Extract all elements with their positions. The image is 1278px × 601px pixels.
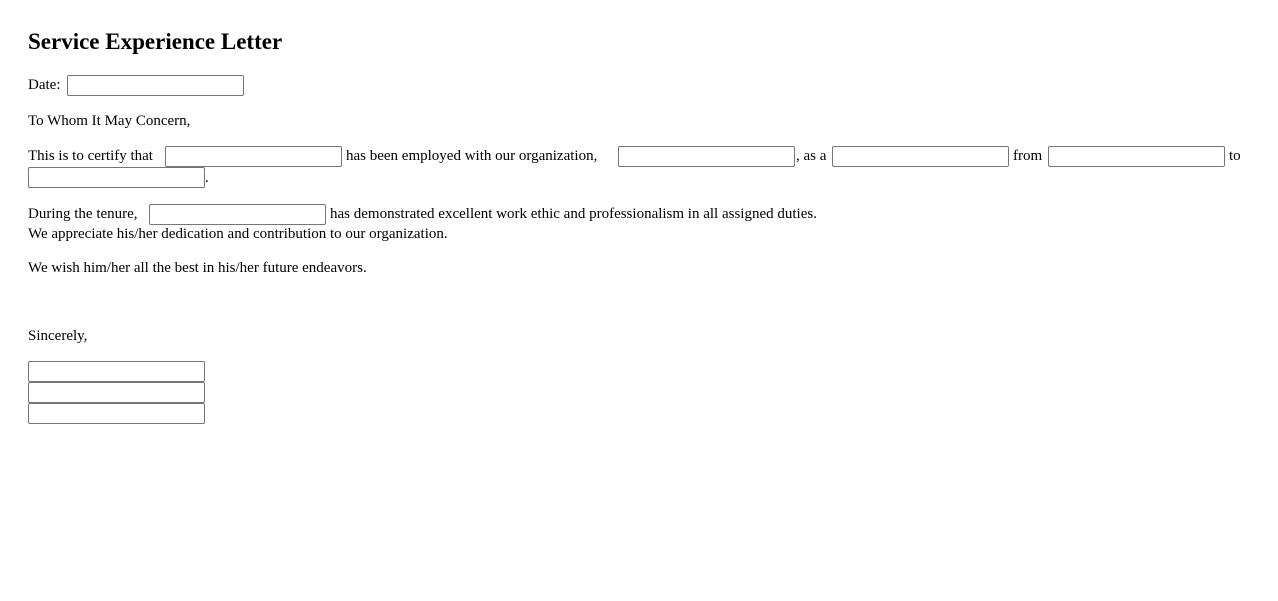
from-text: from: [1013, 148, 1043, 164]
letter-title: Service Experience Letter: [28, 29, 283, 54]
end-date-field[interactable]: [28, 167, 205, 188]
organization-field[interactable]: [618, 146, 795, 167]
start-date-field[interactable]: [1048, 146, 1225, 167]
wishes-text: We wish him/her all the best in his/her future endeavors.: [28, 260, 367, 276]
date-field[interactable]: [67, 75, 244, 96]
appreciation-text: We appreciate his/her dedication and contribution to our organization.: [28, 226, 448, 242]
as-a-text: , as a: [796, 148, 827, 164]
signatory-organization-field[interactable]: [28, 403, 205, 424]
tenure-suffix: has demonstrated excellent work ethic and professionalism in all assigned duties.: [330, 206, 817, 222]
certify-prefix: This is to certify that: [28, 148, 153, 164]
closing-text: Sincerely,: [28, 328, 88, 344]
signatory-designation-field[interactable]: [28, 382, 205, 403]
signatory-name-field[interactable]: [28, 361, 205, 382]
salutation: To Whom It May Concern,: [28, 113, 191, 129]
employed-text: has been employed with our organization,: [346, 148, 598, 164]
date-label: Date:: [28, 77, 61, 93]
certify-period: .: [205, 170, 209, 186]
employee-name-field[interactable]: [165, 146, 342, 167]
to-text: to: [1229, 148, 1241, 164]
tenure-prefix: During the tenure,: [28, 206, 138, 222]
tenure-name-field[interactable]: [149, 204, 326, 225]
designation-field[interactable]: [832, 146, 1009, 167]
